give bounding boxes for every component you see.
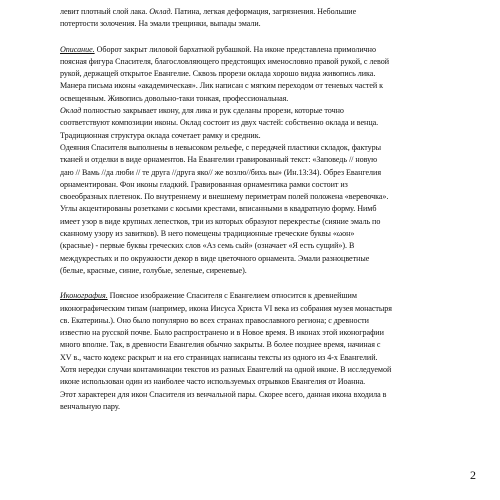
text-line: XV в., часто кодекс раскрыт и на его страницах написаны тексты из одного из 4-х Евангелий. — [60, 352, 378, 362]
oklad-inline-label: Оклад. — [149, 7, 173, 16]
text-line: Одеяния Спасителя выполнены в невысоком рельефе, с передачей пластики складок, фактуры — [60, 142, 382, 152]
text-line: Поясное изображение Спасителя с Евангелием относится к древнейшим — [107, 291, 357, 301]
text-line: междукрестьях и по окружности декор в виде цветочного орнамента. Эмали разноцветные — [60, 253, 370, 263]
text-line: известно на русской почве. Было распространено и в Новое время. В иконах этой иконографии — [60, 328, 384, 338]
text-line: орнаментирован. Фон иконы гладкий. Гравированная орнаментика рамки состоит из — [60, 179, 348, 189]
text-line: иконографическим типам (например, икона Иисуса Христа VI века из собрания музея монастыря — [60, 303, 392, 313]
intro-line1-post: Патина, легкая деформация, загрязнения. Небольшие — [172, 7, 357, 16]
text-line: рукой, держащей открытое Евангелие. Сквозь прорези оклада хорошо видна живопись лика. — [60, 69, 376, 79]
text-line: Манера письма иконы «академическая». Лик написан с мягким переходом от теневых частей к — [60, 81, 384, 91]
text-line: сканному узору из завитков). В него помещены традиционные греческие буквы «ωон» — [60, 229, 355, 239]
text-line: венчальную пару. — [60, 401, 120, 411]
text-line: соответствуют композиции иконы. Оклад состоит из двух частей: собственно оклада и венца. — [60, 118, 379, 128]
document-text — [60, 6, 458, 413]
text-line: Хотя нередки случаи контаминации текстов из разных Евангелий на одной иконе. В исследуемой — [60, 365, 392, 375]
oklad-label: Оклад — [60, 106, 82, 116]
text-line: (красные) - первые буквы греческих слов «Аз семь сый» (означает «Я есть сущий»). В — [60, 241, 355, 251]
text-line: иконе использован один из наиболее часто используемых отрывков Евангелия от Иоанна. — [60, 377, 366, 387]
iconography-label: Иконография. — [60, 291, 108, 301]
text-line: Традиционная структура оклада сочетает рамку и средник. — [60, 130, 261, 140]
description-paragraph — [60, 44, 458, 278]
text-line: Этот характерен для икон Спасителя из венчальной пары. Скорее всего, данная икона входила в — [60, 389, 387, 399]
text-line: Углы акцентированы розетками с косыми крестами, вписанными в квадратную форму. Нимб — [60, 204, 377, 214]
text-line: даю // Вамь //да люби // те друга //друга яко// же возлю//бихь вы» (Ин.13:34). Обрез Евангелия — [60, 167, 381, 177]
text-line: св. Екатерины.). Оно было популярно во всех странах православного региона; с древности — [60, 315, 369, 325]
text-line: поясная фигура Спасителя, благословляющего предстоящих именословно правой рукой, с левой — [60, 56, 389, 66]
intro-line1-pre: левит плотный слой лака. — [60, 7, 150, 16]
text-line: (белые, красные, синие, голубые, зеленые, сиреневые). — [60, 265, 247, 275]
iconography-paragraph — [60, 290, 458, 413]
text-line: много вполне. Так, в древности Евангелия обычно закрыты. В более позднее время, начиная с — [60, 340, 381, 350]
text-line: Оборот закрыт лиловой бархатной рубашкой. На иконе представлена примолично — [94, 44, 376, 54]
text-line: тканей и отделки в виде орнаментов. На Евангелии гравированный текст: «Заповедь // новую — [60, 155, 378, 165]
text-line: своеобразных плетенок. По внутреннему и внешнему периметрам полей положена «веревочка». — [60, 192, 389, 202]
page-number: 2 — [470, 468, 476, 482]
intro-line2: потертости золочения. На эмали трещинки, выпады эмали. — [60, 19, 261, 29]
intro-paragraph — [60, 6, 458, 31]
text-line: полностью закрывает икону, для лика и рук сделаны прорези, которые точно — [81, 106, 344, 116]
description-label: Описание. — [60, 44, 95, 54]
text-line: имеет узор в виде крупных лепестков, три из которых образуют перекрестье (сияние эмаль по — [60, 216, 381, 226]
text-line: освещенным. Живопись довольно-таки тонкая, профессиональная. — [60, 93, 289, 103]
